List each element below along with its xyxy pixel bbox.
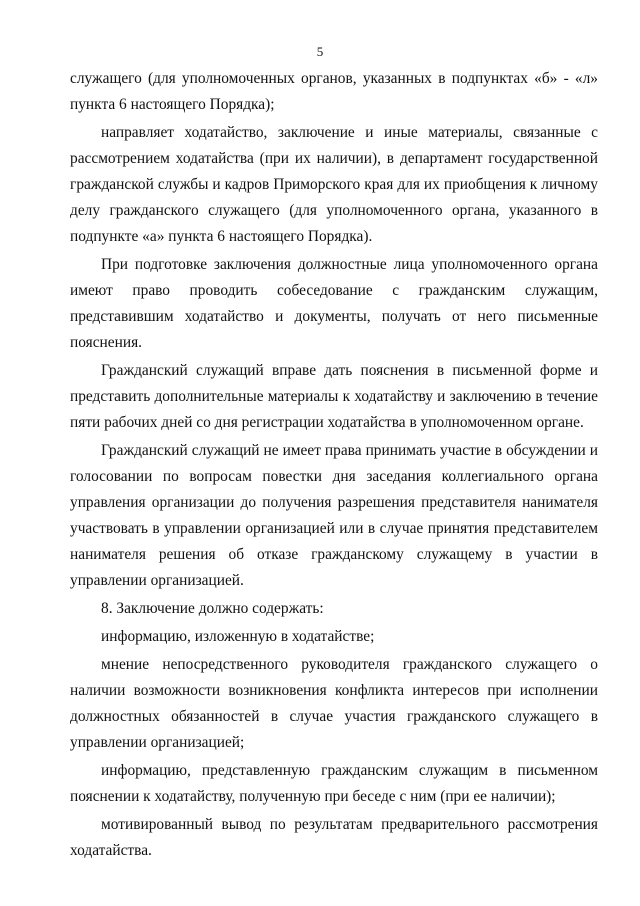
paragraph-participation-restriction: Гражданский служащий не имеет права принимать участие в обсуждении и голосовании по вопросам повестки дня заседания коллегиального органа управления организации до получения разрешения представителя нанимателя участвовать в управлении организацией или в случае принятия представителем нанимателя решения об отказе гражданскому служащему в участии в управлении организацией. xyxy=(70,442,598,589)
paragraph-forwarding-materials: направляет ходатайство, заключение и иные материалы, связанные с рассмотрением ходатайства (при их наличии), в департамент государственной гражданской службы и кадров Приморского края для их приобщения к личному делу гражданского служащего (для уполномоченного органа, указанного в подпункте «а» пункта 6 настоящего Порядка). xyxy=(70,124,598,245)
paragraph-written-explanations: Гражданский служащий вправе дать пояснения в письменной форме и представить дополнительные материалы к ходатайству и заключению в течение пяти рабочих дней со дня регистрации ходатайства в уполномоченном органе. xyxy=(70,362,598,431)
list-item-reasoned-conclusion: мотивированный вывод по результатам предварительного рассмотрения ходатайства. xyxy=(70,816,598,859)
document-body xyxy=(70,66,598,864)
list-item-manager-opinion: мнение непосредственного руководителя гражданского служащего о наличии возможности возникновения конфликта интересов при исполнении должностных обязанностей в случае участия гражданского служащего в управлении организацией; xyxy=(70,656,598,751)
list-item-petition-info: информацию, изложенную в ходатайстве; xyxy=(101,628,375,645)
paragraph-continuation: служащего (для уполномоченных органов, указанных в подпунктах «б» - «л» пункта 6 настоящего Порядка); xyxy=(70,70,598,113)
paragraph-conclusion-contents-heading: 8. Заключение должно содержать: xyxy=(101,600,324,617)
page-number: 5 xyxy=(316,44,324,59)
paragraph-interview-right: При подготовке заключения должностные лица уполномоченного органа имеют право проводить собеседование с гражданским служащим, представившим ходатайство и документы, получать от него письменные пояснения. xyxy=(70,256,598,351)
list-item-explanation-info: информацию, представленную гражданским служащим в письменном пояснении к ходатайству, полученную при беседе с ним (при ее наличии); xyxy=(70,762,598,805)
